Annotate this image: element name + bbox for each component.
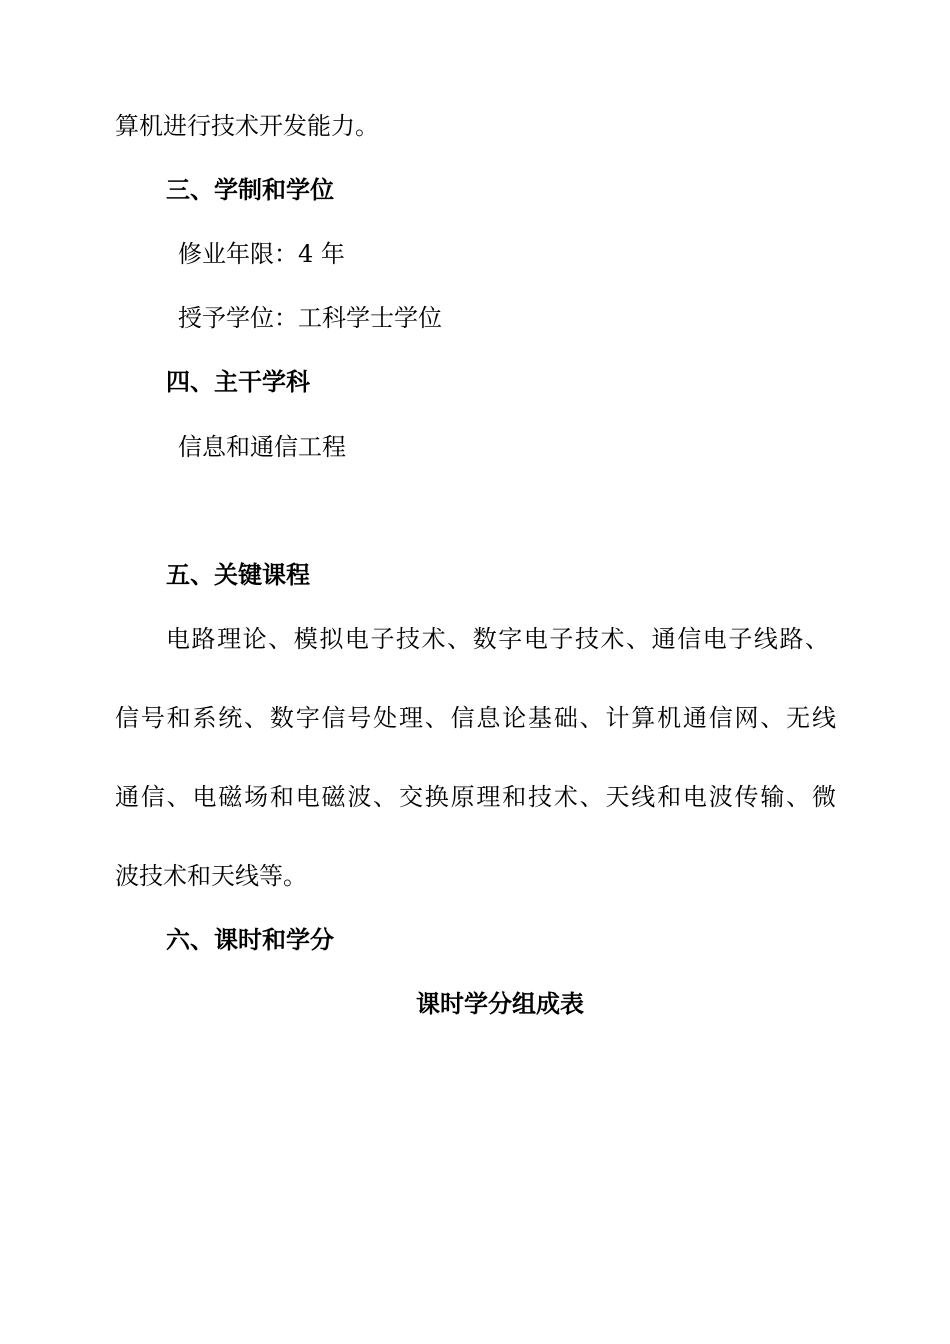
study-duration-text: 修业年限：4 年	[178, 240, 345, 268]
section-6-heading: 六、课时和学分	[166, 926, 334, 954]
intro-tail-text: 算机进行技术开发能力。	[115, 112, 379, 140]
degree-text: 授予学位：工科学士学位	[178, 304, 442, 332]
course-list-line-4: 波技术和天线等。	[115, 862, 307, 890]
course-list-line-3: 通信、电磁场和电磁波、交换原理和技术、天线和电波传输、微	[115, 783, 836, 811]
main-discipline-text: 信息和通信工程	[178, 433, 346, 461]
course-list-line-2: 信号和系统、数字信号处理、信息论基础、计算机通信网、无线	[115, 704, 836, 732]
section-3-heading: 三、学制和学位	[166, 176, 334, 204]
section-4-heading: 四、主干学科	[166, 368, 310, 396]
course-list-line-1: 电路理论、模拟电子技术、数字电子技术、通信电子线路、	[166, 625, 829, 653]
section-5-heading: 五、关键课程	[166, 561, 310, 589]
table-title: 课时学分组成表	[416, 990, 584, 1018]
